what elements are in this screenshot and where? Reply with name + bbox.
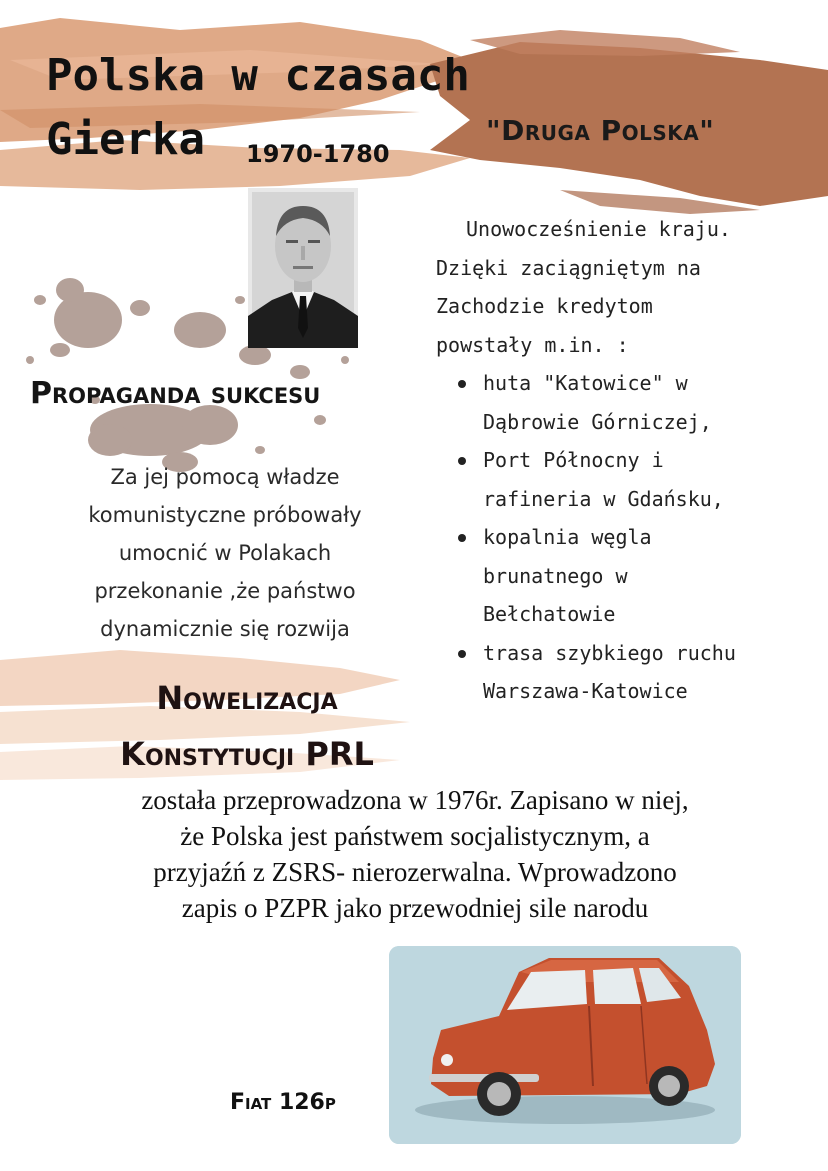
car-caption: Fiat 126p	[230, 1090, 336, 1115]
list-item-text: Bełchatowie	[483, 602, 616, 626]
constitution-heading-line-2: Konstytucji PRL	[120, 735, 374, 773]
propaganda-line: przekonanie ,że państwo	[94, 579, 356, 603]
modernization-section	[436, 210, 816, 711]
list-item	[483, 518, 816, 634]
list-item	[483, 364, 816, 441]
intro-line-4: powstały m.in. :	[436, 332, 629, 357]
constitution-line: że Polska jest państwem socjalistycznym, a	[180, 821, 650, 851]
list-item	[483, 634, 816, 711]
propaganda-line: Za jej pomocą władze	[110, 465, 340, 489]
list-item-text: huta "Katowice" w	[483, 371, 688, 395]
years-label: 1970-1780	[246, 140, 390, 168]
list-item-text: Port Północny i	[483, 448, 664, 472]
propaganda-line: dynamicznie się rozwija	[100, 617, 350, 641]
investments-list	[436, 364, 816, 711]
propaganda-line: komunistyczne próbowały	[88, 503, 362, 527]
intro-line-2: Dzięki zaciągniętym na	[436, 255, 701, 280]
portrait-photo	[248, 188, 358, 348]
constitution-line: zapis o PZPR jako przewodniej sile narodu	[181, 893, 649, 923]
list-item-text: Warszawa-Katowice	[483, 679, 688, 703]
list-item-text: brunatnego w	[483, 563, 628, 588]
intro-line-1: Unowocześnienie kraju.	[466, 217, 731, 241]
list-item-text: rafineria w Gdańsku,	[483, 486, 724, 511]
constitution-heading-line-1: Nowelizacja	[156, 679, 338, 717]
list-item-text: Dąbrowie Górniczej,	[483, 409, 712, 434]
list-item-text: kopalnia węgla	[483, 525, 652, 549]
propaganda-line: umocnić w Polakach	[118, 541, 332, 565]
constitution-heading	[62, 670, 432, 782]
intro-line-3: Zachodzie kredytom	[436, 294, 653, 318]
list-item-text: trasa szybkiego ruchu	[483, 640, 736, 665]
constitution-text	[30, 782, 800, 926]
propaganda-heading: Propaganda sukcesu	[30, 376, 321, 411]
title-line-2: Gierka	[46, 114, 205, 165]
propaganda-text	[40, 458, 410, 648]
title-line-1: Polska w czasach	[46, 50, 470, 101]
car-illustration	[389, 946, 741, 1144]
fiat-car-image	[389, 946, 741, 1144]
constitution-line: przyjaźń z ZSRS- nierozerwalna. Wprowadzono	[153, 857, 677, 887]
subtitle-druga-polska: "Druga Polska"	[486, 114, 715, 147]
constitution-line: została przeprowadzona w 1976r. Zapisano w niej,	[141, 785, 689, 815]
list-item	[483, 441, 816, 518]
